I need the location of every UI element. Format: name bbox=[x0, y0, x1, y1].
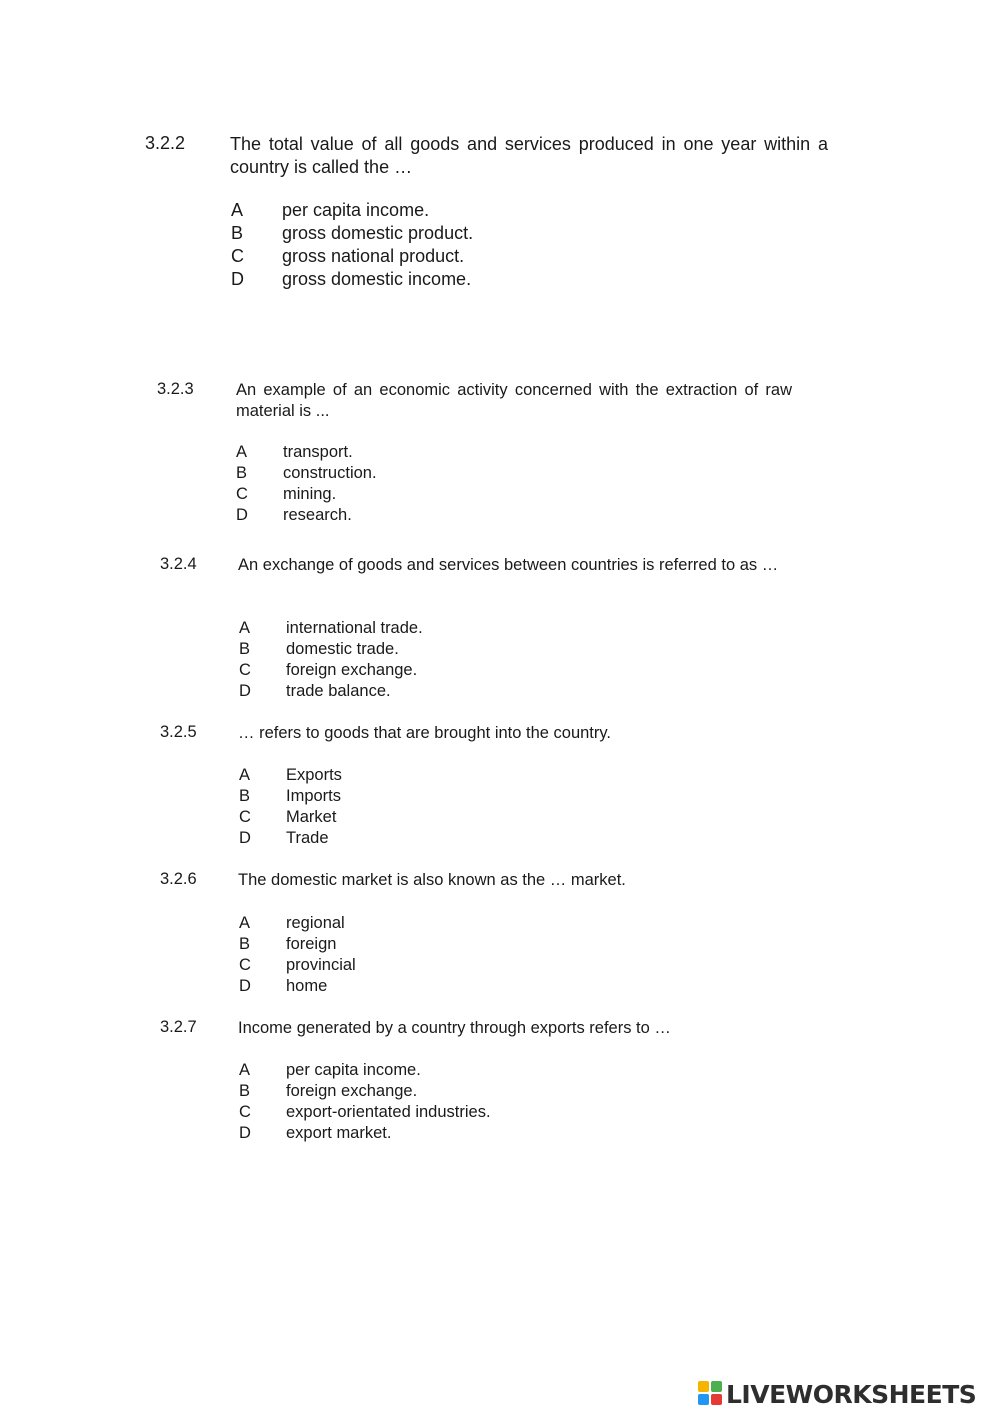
option-text: provincial bbox=[286, 956, 356, 974]
option-letter: A bbox=[239, 619, 251, 637]
question-text: An exchange of goods and services between countries is referred to as … bbox=[238, 556, 779, 574]
question-number: 3.2.5 bbox=[160, 723, 197, 741]
option-text: gross domestic product. bbox=[282, 223, 474, 243]
option-letter: B bbox=[239, 935, 251, 953]
liveworksheets-logo-icon bbox=[698, 1381, 724, 1407]
option-letter: B bbox=[239, 787, 251, 805]
question-number: 3.2.6 bbox=[160, 870, 197, 888]
option-text: research. bbox=[283, 506, 352, 524]
option-text: foreign exchange. bbox=[286, 1082, 418, 1100]
question-text: Income generated by a country through exports refers to … bbox=[238, 1019, 671, 1037]
option-text: gross national product. bbox=[282, 246, 465, 266]
option-text: export market. bbox=[286, 1124, 392, 1142]
option-text: mining. bbox=[283, 485, 337, 503]
option-letter: D bbox=[239, 682, 251, 700]
option-text: Market bbox=[286, 808, 337, 826]
option-text: Imports bbox=[286, 787, 342, 805]
option-text: foreign exchange. bbox=[286, 661, 418, 679]
option-text: Exports bbox=[286, 766, 342, 784]
option-letter: D bbox=[231, 269, 244, 289]
option-text: trade balance. bbox=[286, 682, 391, 700]
option-letter: A bbox=[239, 914, 251, 932]
option-text: foreign bbox=[286, 935, 337, 953]
brand-name: LIVEWORKSHEETS bbox=[726, 1379, 977, 1409]
option-letter: B bbox=[231, 223, 244, 243]
option-text: domestic trade. bbox=[286, 640, 399, 658]
option-text: construction. bbox=[283, 464, 377, 482]
option-letter: A bbox=[236, 443, 248, 461]
question-number: 3.2.2 bbox=[145, 133, 186, 153]
option-letter: A bbox=[239, 1061, 251, 1079]
option-letter: C bbox=[239, 661, 251, 679]
option-letter: D bbox=[236, 506, 248, 524]
question-number: 3.2.3 bbox=[157, 380, 194, 398]
question-text: An example of an economic activity concerned with the extraction of raw material is ... bbox=[236, 381, 792, 421]
question-text: … refers to goods that are brought into the country. bbox=[238, 724, 611, 742]
question-number: 3.2.4 bbox=[160, 555, 197, 573]
option-letter: C bbox=[239, 956, 251, 974]
option-letter: D bbox=[239, 1124, 251, 1142]
option-text: per capita income. bbox=[282, 200, 430, 220]
option-letter: A bbox=[239, 766, 251, 784]
question-text: The total value of all goods and services produced in one year within a country is called the … bbox=[230, 134, 828, 178]
liveworksheets-brand[interactable] bbox=[698, 1378, 976, 1410]
option-text: home bbox=[286, 977, 328, 995]
option-letter: B bbox=[239, 640, 251, 658]
option-letter: D bbox=[239, 977, 251, 995]
option-letter: C bbox=[239, 808, 251, 826]
question-number: 3.2.7 bbox=[160, 1018, 197, 1036]
option-text: per capita income. bbox=[286, 1061, 421, 1079]
option-letter: C bbox=[236, 485, 248, 503]
option-text: export-orientated industries. bbox=[286, 1103, 491, 1121]
option-letter: B bbox=[239, 1082, 251, 1100]
option-letter: C bbox=[231, 246, 244, 266]
option-letter: D bbox=[239, 829, 251, 847]
option-text: transport. bbox=[283, 443, 353, 461]
option-text: gross domestic income. bbox=[282, 269, 472, 289]
option-letter: C bbox=[239, 1103, 251, 1121]
option-text: international trade. bbox=[286, 619, 423, 637]
option-letter: A bbox=[231, 200, 244, 220]
question-text: The domestic market is also known as the … market. bbox=[238, 871, 626, 889]
option-letter: B bbox=[236, 464, 248, 482]
option-text: regional bbox=[286, 914, 345, 932]
option-text: Trade bbox=[286, 829, 329, 847]
